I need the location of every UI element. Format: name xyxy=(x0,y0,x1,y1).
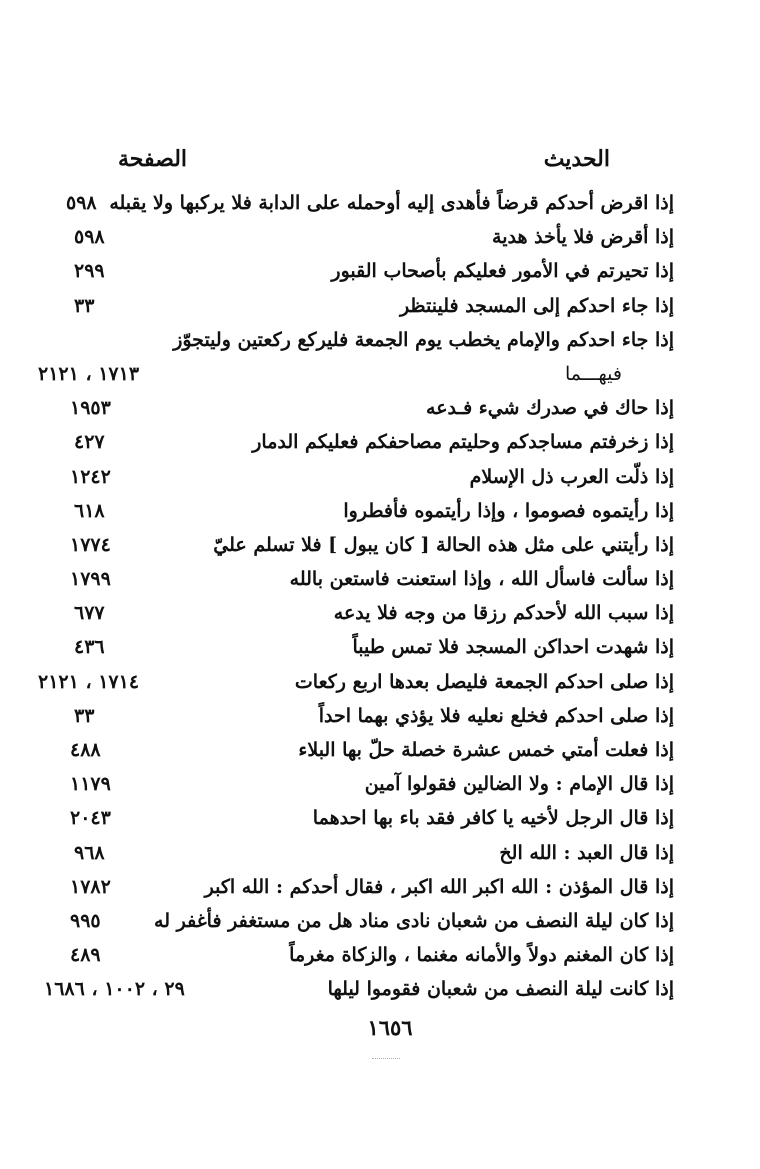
hadith-text: إذا جاء احدكم إلى المسجد فلينتظر xyxy=(399,294,674,317)
hadith-index-list xyxy=(38,186,674,1007)
hadith-text: فيهـــما xyxy=(564,362,622,385)
page-column-heading: الصفحة xyxy=(118,146,188,172)
index-entry-continuation xyxy=(38,357,674,391)
hadith-text: إذا سبب الله لأحدكم رزقا من وجه فلا يدعه xyxy=(333,602,674,625)
index-entry xyxy=(74,425,674,459)
index-entry xyxy=(70,460,674,494)
hadith-text: إذا رأيتموه فصوموا ، وإذا رأيتموه فأفطروا xyxy=(343,499,674,522)
page-reference: ١٧٩٩ xyxy=(70,568,111,591)
page-reference: ٢٩ ، ١٠٠٢ ، ١٦٨٦ xyxy=(44,978,185,1001)
index-entry xyxy=(70,562,674,596)
hadith-text: إذا فعلت أمتي خمس عشرة خصلة حلّ بها البلاء xyxy=(298,739,674,761)
index-entry xyxy=(70,528,674,562)
page-reference: ١٧١٣ ، ٢١٢١ xyxy=(38,362,140,385)
page-reference: ٣٣ xyxy=(74,294,95,317)
hadith-text: إذا حاك في صدرك شيء فـدعه xyxy=(426,397,674,420)
index-entry xyxy=(74,254,674,288)
page-reference: ٥٩٨ xyxy=(74,226,105,249)
hadith-text: إذا قال الإمام : ولا الضالين فقولوا آمين xyxy=(364,773,674,796)
hadith-text: إذا سألت فاسأل الله ، وإذا استعنت فاستعن بالله xyxy=(289,568,674,591)
hadith-text: إذا كان المغنم دولاً والأمانه مغنما ، والزكاة مغرماً xyxy=(289,944,674,967)
hadith-text: إذا صلى احدكم الجمعة فليصل بعدها اربع ركعات xyxy=(294,670,674,693)
hadith-text: إذا شهدت احداكن المسجد فلا تمس طيباً xyxy=(352,636,674,659)
index-entry xyxy=(74,836,674,870)
index-entry xyxy=(84,323,674,357)
page-reference: ١٩٥٣ xyxy=(70,397,111,420)
hadith-text: إذا أقرض فلا يأخذ هدية xyxy=(492,226,674,249)
index-entry xyxy=(66,186,674,220)
page-reference: ٤٨٨ xyxy=(70,739,101,761)
page-reference: ٤٣٦ xyxy=(74,636,105,659)
page-reference: ٥٩٨ xyxy=(66,192,97,214)
page-reference: ٤٢٧ xyxy=(74,431,105,454)
page-reference: ١٧٧٤ xyxy=(70,533,111,556)
hadith-text: إذا تحيرتم في الأمور فعليكم بأصحاب القبور xyxy=(331,260,674,283)
hadith-text: إذا زخرفتم مساجدكم وحليتم مصاحفكم فعليكم الدمار xyxy=(252,431,674,454)
decorative-dots xyxy=(372,1058,400,1059)
page-reference: ٣٣ xyxy=(74,704,95,727)
page-reference: ٦١٨ xyxy=(74,499,105,522)
index-entry xyxy=(74,596,674,630)
index-entry xyxy=(70,938,674,972)
index-entry xyxy=(70,904,674,938)
hadith-text: إذا كان ليلة النصف من شعبان نادى مناد هل من مستغفر فأغفر له xyxy=(154,909,674,932)
hadith-text: إذا قال الرجل لأخيه يا كافر فقد باء بها احدهما xyxy=(312,807,674,830)
page-reference: ٤٨٩ xyxy=(70,944,101,967)
hadith-text: إذا جاء احدكم والإمام يخطب يوم الجمعة فليركع ركعتين وليتجوّز xyxy=(173,328,674,351)
index-entry xyxy=(74,494,674,528)
index-entry xyxy=(70,801,674,835)
index-entry xyxy=(70,391,674,425)
page-reference: ١٢٤٢ xyxy=(70,465,111,488)
page-reference: ٩٦٨ xyxy=(74,841,105,864)
page-reference: ١٧١٤ ، ٢١٢١ xyxy=(38,670,140,693)
hadith-text: إذا كانت ليلة النصف من شعبان فقوموا ليلها xyxy=(327,978,674,1001)
page-reference: ١١٧٩ xyxy=(70,773,111,796)
hadith-text: إذا اقرض أحدكم قرضاً فأهدى إليه أوحمله على الدابة فلا يركبها ولا يقبله xyxy=(109,192,674,214)
index-entry xyxy=(70,870,674,904)
hadith-text: إذا ذلّت العرب ذل الإسلام xyxy=(469,465,674,488)
index-entry xyxy=(44,972,674,1006)
index-entry xyxy=(38,665,674,699)
hadith-text: إذا صلى احدكم فخلع نعليه فلا يؤذي بهما احداً xyxy=(318,704,674,727)
page-reference: ٢٠٤٣ xyxy=(70,807,111,830)
page-reference: ٦٧٧ xyxy=(74,602,105,625)
index-entry xyxy=(74,220,674,254)
index-entry xyxy=(70,733,674,767)
hadith-column-heading: الحديث xyxy=(543,146,610,172)
hadith-text: إذا قال العبد : الله الخ xyxy=(499,841,674,864)
index-entry xyxy=(74,699,674,733)
index-entry xyxy=(74,289,674,323)
hadith-text: إذا قال المؤذن : الله اكبر الله اكبر ، فقال أحدكم : الله اكبر xyxy=(204,875,674,898)
index-entry xyxy=(70,767,674,801)
hadith-text: إذا رأيتني على مثل هذه الحالة [ كان يبول ] فلا تسلم عليّ xyxy=(213,533,674,556)
page-number: ١٦٥٦ xyxy=(367,1015,413,1040)
index-entry xyxy=(74,630,674,664)
page-reference: ٩٩٥ xyxy=(70,909,101,932)
page-reference: ١٧٨٢ xyxy=(70,875,111,898)
page-reference: ٢٩٩ xyxy=(74,260,105,283)
